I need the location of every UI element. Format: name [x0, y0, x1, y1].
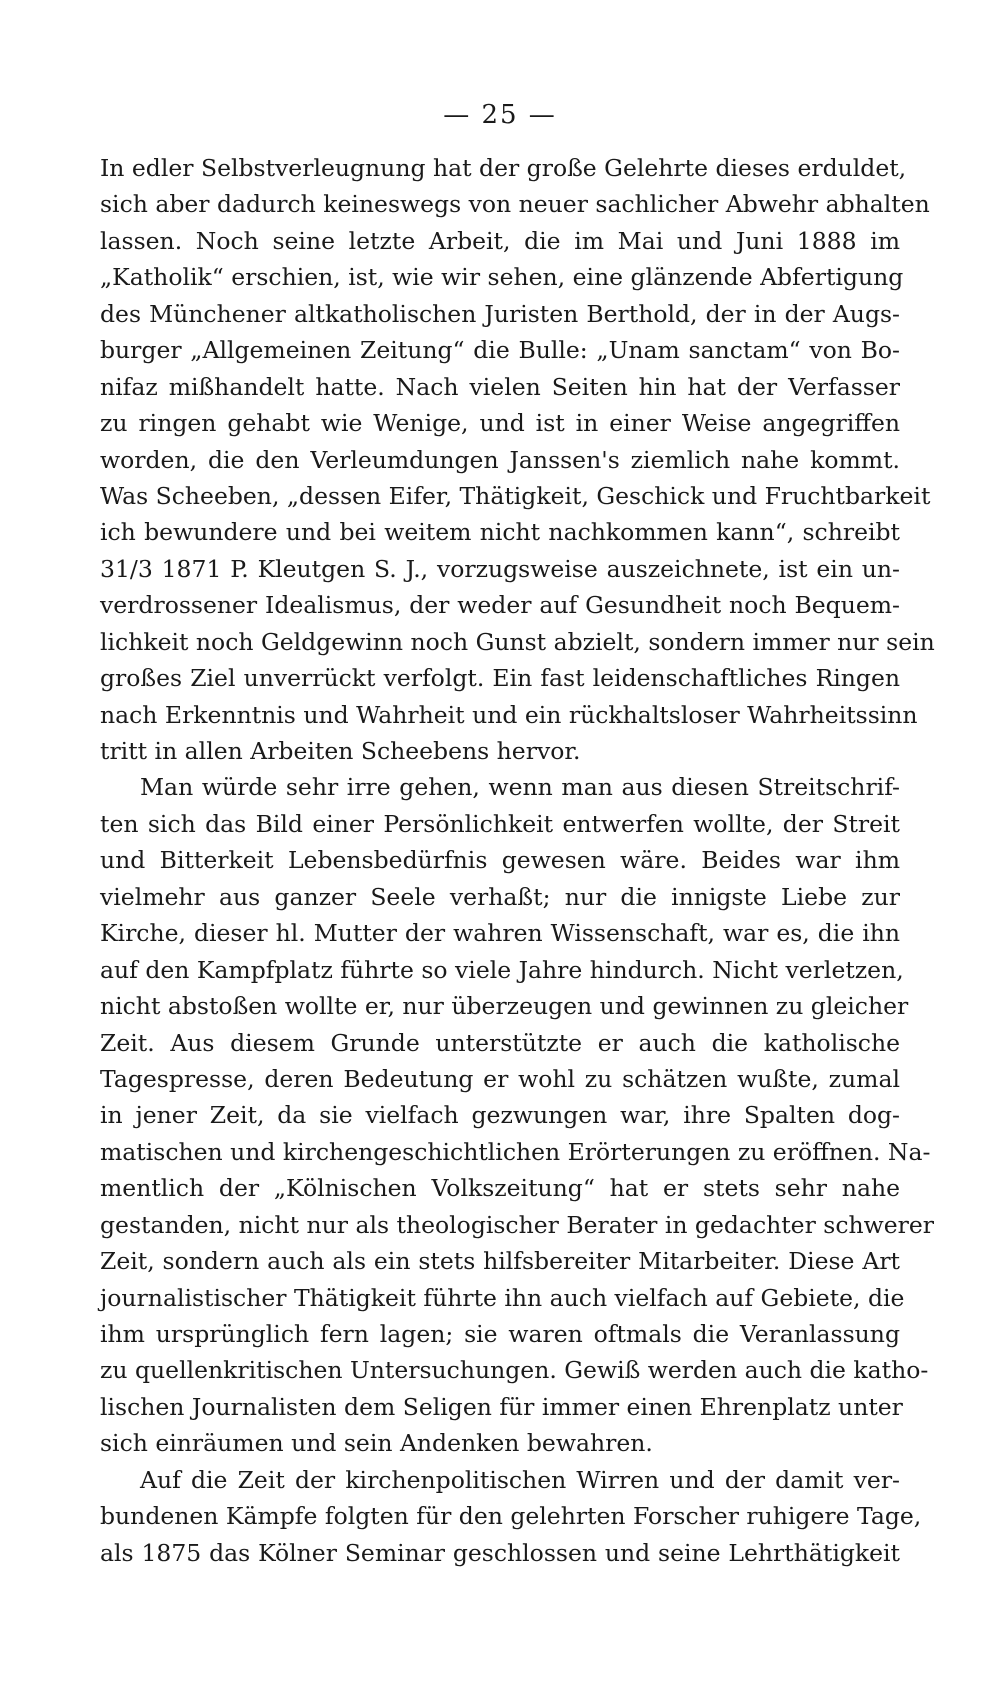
text-line: und Bitterkeit Lebensbedürfnis gewesen wäre. Beides war ihm [100, 846, 900, 875]
text-line: lichkeit noch Geldgewinn noch Gunst abzielt, sondern immer nur sein [100, 627, 935, 656]
text-line: verdrossener Idealismus, der weder auf Gesundheit noch Bequem- [100, 591, 900, 620]
text-line: lassen. Noch seine letzte Arbeit, die im Mai und Juni 1888 im [100, 226, 900, 255]
text-line: gestanden, nicht nur als theologischer Berater in gedachter schwerer [100, 1210, 935, 1239]
text-line: Kirche, dieser hl. Mutter der wahren Wissenschaft, war es, die ihn [100, 919, 900, 948]
paragraph-2 [100, 769, 935, 1461]
text-line: Tagespresse, deren Bedeutung er wohl zu schätzen wußte, zumal [100, 1064, 900, 1093]
text-line: als 1875 das Kölner Seminar geschlossen und seine Lehrthätigkeit [100, 1538, 900, 1567]
text-line: tritt in allen Arbeiten Scheebens hervor. [100, 737, 581, 765]
text-line: worden, die den Verleumdungen Janssen's ziemlich nahe kommt. [100, 445, 900, 474]
text-line: Zeit, sondern auch als ein stets hilfsbereiter Mitarbeiter. Diese Art [100, 1247, 900, 1276]
text-line: sich aber dadurch keineswegs von neuer sachlicher Abwehr abhalten [100, 190, 930, 219]
text-line: zu quellenkritischen Untersuchungen. Gewiß werden auch die katho- [100, 1356, 929, 1385]
text-line: burger „Allgemeinen Zeitung“ die Bulle: „Unam sanctam“ von Bo- [100, 336, 900, 365]
text-line: matischen und kirchengeschichtlichen Erörterungen zu eröffnen. Na- [100, 1137, 931, 1166]
text-line: lischen Journalisten dem Seligen für immer einen Ehrenplatz unter [100, 1392, 903, 1421]
text-line: bundenen Kämpfe folgten für den gelehrten Forscher ruhigere Tage, [100, 1502, 922, 1531]
text-line: ihm ursprünglich fern lagen; sie waren oftmals die Veranlassung [100, 1320, 900, 1348]
text-line: des Münchener altkatholischen Juristen Berthold, der in der Augs- [100, 299, 900, 328]
text-line: nach Erkenntnis und Wahrheit und ein rückhaltsloser Wahrheitssinn [100, 700, 918, 729]
paragraph-1 [100, 150, 935, 769]
text-line: 31/3 1871 P. Kleutgen S. J., vorzugsweise auszeichnete, ist ein un- [100, 554, 900, 583]
text-line: Zeit. Aus diesem Grunde unterstützte er auch die katholische [100, 1028, 900, 1057]
text-line: nicht abstoßen wollte er, nur überzeugen und gewinnen zu gleicher [100, 992, 909, 1021]
text-line: journalistischer Thätigkeit führte ihn auch vielfach auf Gebiete, die [100, 1283, 905, 1312]
text-line: zu ringen gehabt wie Wenige, und ist in einer Weise angegriffen [100, 409, 900, 438]
text-line: In edler Selbstverleugnung hat der große Gelehrte dieses erduldet, [100, 154, 907, 182]
text-line: nifaz mißhandelt hatte. Nach vielen Seiten hin hat der Verfasser [100, 372, 900, 401]
text-line: ten sich das Bild einer Persönlichkeit entwerfen wollte, der Streit [100, 809, 900, 838]
text-line: großes Ziel unverrückt verfolgt. Ein fast leidenschaftliches Ringen [100, 664, 900, 693]
text-line: ich bewundere und bei weitem nicht nachkommen kann“, schreibt [100, 518, 900, 547]
paragraph-3 [100, 1462, 922, 1571]
body-text [100, 150, 935, 1571]
text-line: Man würde sehr irre gehen, wenn man aus diesen Streitschrif- [140, 773, 900, 802]
text-line: Auf die Zeit der kirchenpolitischen Wirren und der damit ver- [140, 1465, 900, 1494]
text-line: auf den Kampfplatz führte so viele Jahre hindurch. Nicht verletzen, [100, 955, 904, 984]
text-line: vielmehr aus ganzer Seele verhaßt; nur die innigste Liebe zur [100, 882, 900, 911]
text-line: „Katholik“ erschien, ist, wie wir sehen, eine glänzende Abfertigung [100, 263, 904, 292]
text-line: mentlich der „Kölnischen Volkszeitung“ hat er stets sehr nahe [100, 1174, 900, 1203]
text-line: in jener Zeit, da sie vielfach gezwungen war, ihre Spalten dog- [100, 1101, 900, 1130]
page-number: — 25 — [443, 100, 557, 130]
text-line: Was Scheeben, „dessen Eifer, Thätigkeit, Geschick und Fruchtbarkeit [100, 481, 931, 510]
text-line: sich einräumen und sein Andenken bewahren. [100, 1429, 653, 1458]
